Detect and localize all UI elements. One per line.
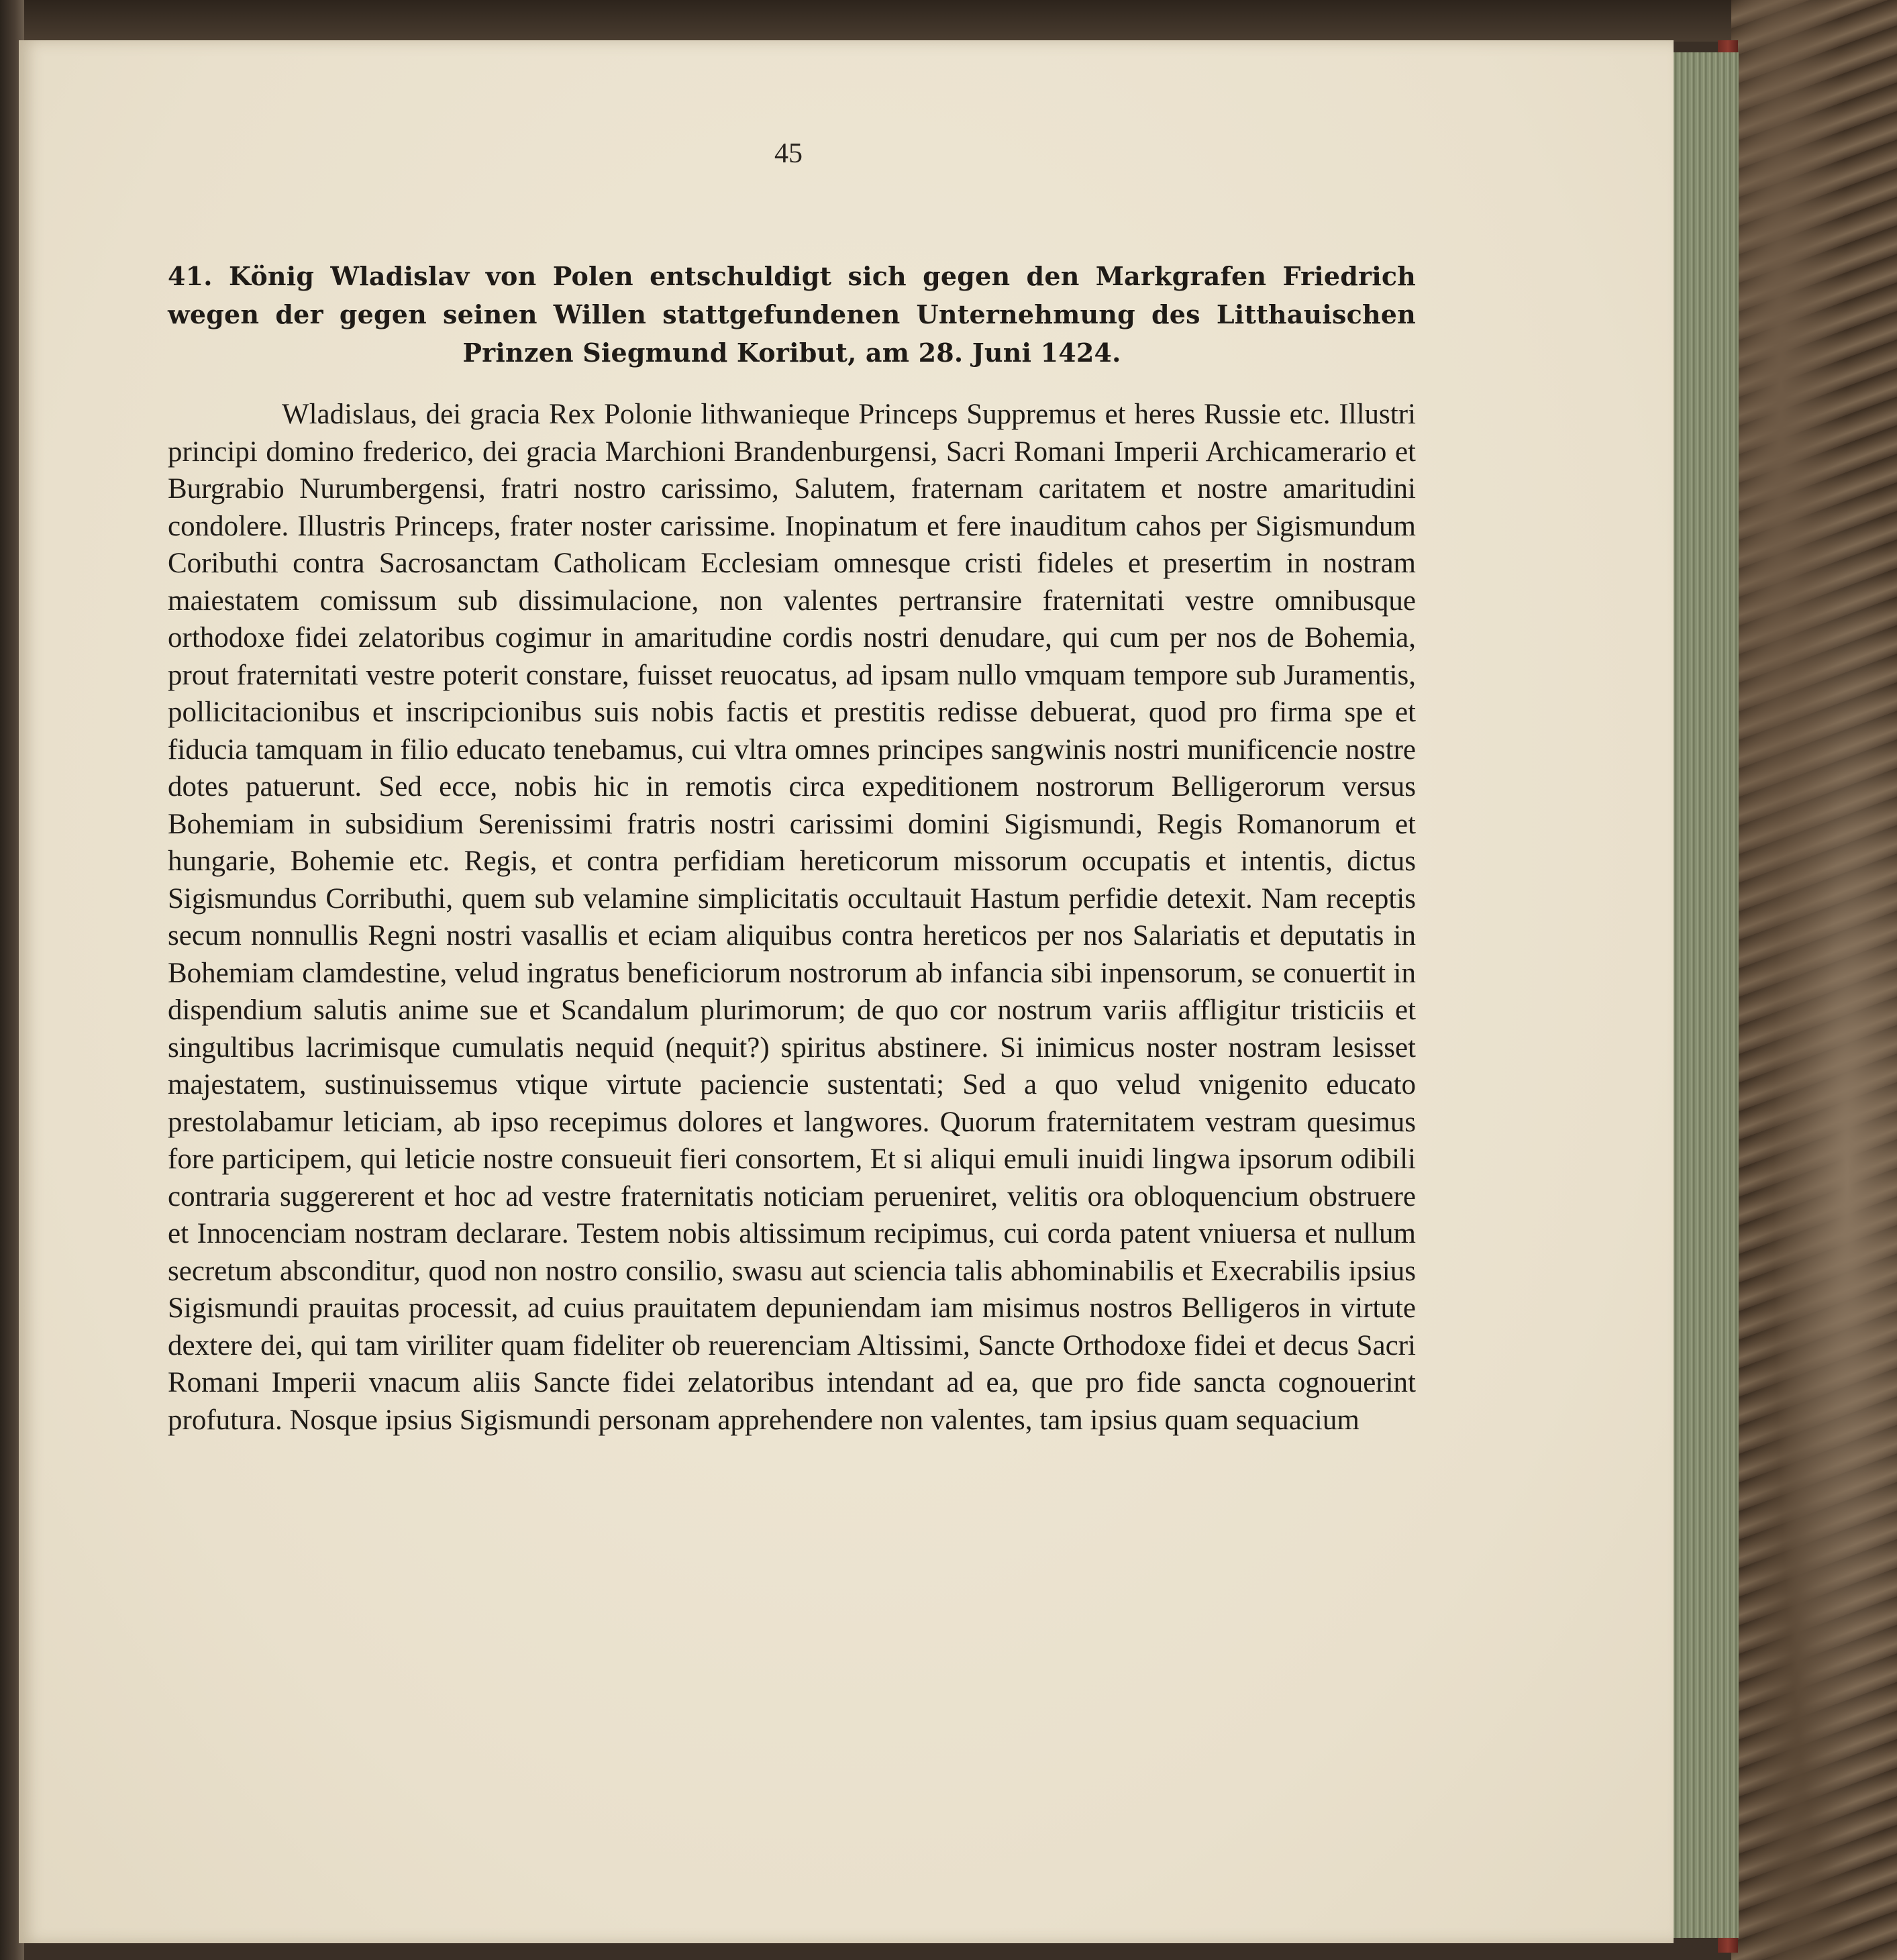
page-block-edge: [1670, 52, 1739, 1938]
page-number: 45: [774, 138, 803, 169]
book-top-edge: [0, 0, 1897, 42]
letter-body: Wladislaus, dei gracia Rex Polonie lithwanieque Princeps Suppremus et heres Russie etc. Illustri principi domino frederico, dei gracia Marchioni Brandenburgensi, Sacri Romani Imperii Archicamerario et Burgrabio Nurumbergensi, fratri nostro carissimo, Salutem, fraternam caritatem et nostre amaritudini condolere. Illustris Princeps, frater noster carissime. Inopinatum et fere inauditum cahos per Sigismundum Coributhi contra Sacrosanctam Catholicam Ecclesiam omnesque cristi fideles et presertim in nostram maiestatem comissum sub dissimulacione, non valentes pertransire fraternitati vestre omnibusque orthodoxe fidei zelatoribus cogimur in amaritudine cordis nostri denudare, qui cum per nos de Bohemia, prout fraternitati vestre poterit constare, fuisset reuocatus, ad ipsam nullo vmquam tempore sub Juramentis, pollicitacionibus et inscripcionibus suis nobis factis et prestitis redisse debuerat, quod pro firma spe et fiducia tamquam in filio educato tenebamus, cui vltra omnes principes sangwinis nostri munificencie nostre dotes patuerunt. Sed ecce, nobis hic in remotis circa expeditionem nostrorum Belligerorum versus Bohemiam in subsidium Serenissimi fratris nostri carissimi domini Sigismundi, Regis Romanorum et hungarie, Bohemie etc. Regis, et contra perfidiam hereticorum missorum occupatis et intentis, dictus Sigismundus Corributhi, quem sub velamine simplicitatis occultauit Hastum perfidie detexit. Nam receptis secum nonnullis Regni nostri vasallis et eciam aliquibus contra hereticos per nos Salariatis et deputatis in Bohemiam clamdestine, velud ingratus beneficiorum nostrorum ab infancia sibi inpensorum, se conuertit in dispendium salutis anime sue et Scandalum plurimorum; de quo cor nostrum variis affligitur tristiciis et singultibus lacrimisque cumulatis nequid (nequit?) spiritus abstinere. Si inimicus noster nostram lesisset majestatem, sustinuissemus vtique virtute paciencie sustentati; Sed a quo velud vnigenito educato prestolabamur leticiam, ab ipso recepimus dolores et langwores. Quorum fraternitatem vestram quesimus fore participem, qui leticie nostre consueuit fieri consortem, Et si aliqui emuli inuidi lingwa ipsorum odibili contraria suggererent et hoc ad vestre fraternitatis noticiam perueniret, velitis ora obloquencium obstruere et Innocenciam nostram declarare. Testem nobis altissimum recipimus, cui corda patent vniuersa et nullum secretum absconditur, quod non nostro consilio, swasu aut sciencia talis abhominabilis et Execrabilis ipsius Sigismundi prauitas processit, ad cuius prauitatem depuniendam iam misimus nostros Belligeros in virtute dextere dei, qui tam viriliter quam fideliter ob reuerenciam Altissimi, Sancte Orthodoxe fidei et decus Sacri Romani Imperii vnacum aliis Sancte fidei zelatoribus intendant ad ea, que pro fide sancta cognouerint profutura. Nosque ipsius Sigismundi personam apprehendere non valentes, tam ipsius quam sequacium: [168, 399, 1416, 1436]
document-heading: 41. König Wladislav von Polen entschuldigt sich gegen den Markgrafen Friedrich wegen der gegen seinen Willen stattgefundenen Unternehmung des Litthauischen Prinzen Siegmund Koribut, am 28. Juni 1424.: [168, 261, 1416, 368]
marbled-cover: [1731, 0, 1897, 1960]
